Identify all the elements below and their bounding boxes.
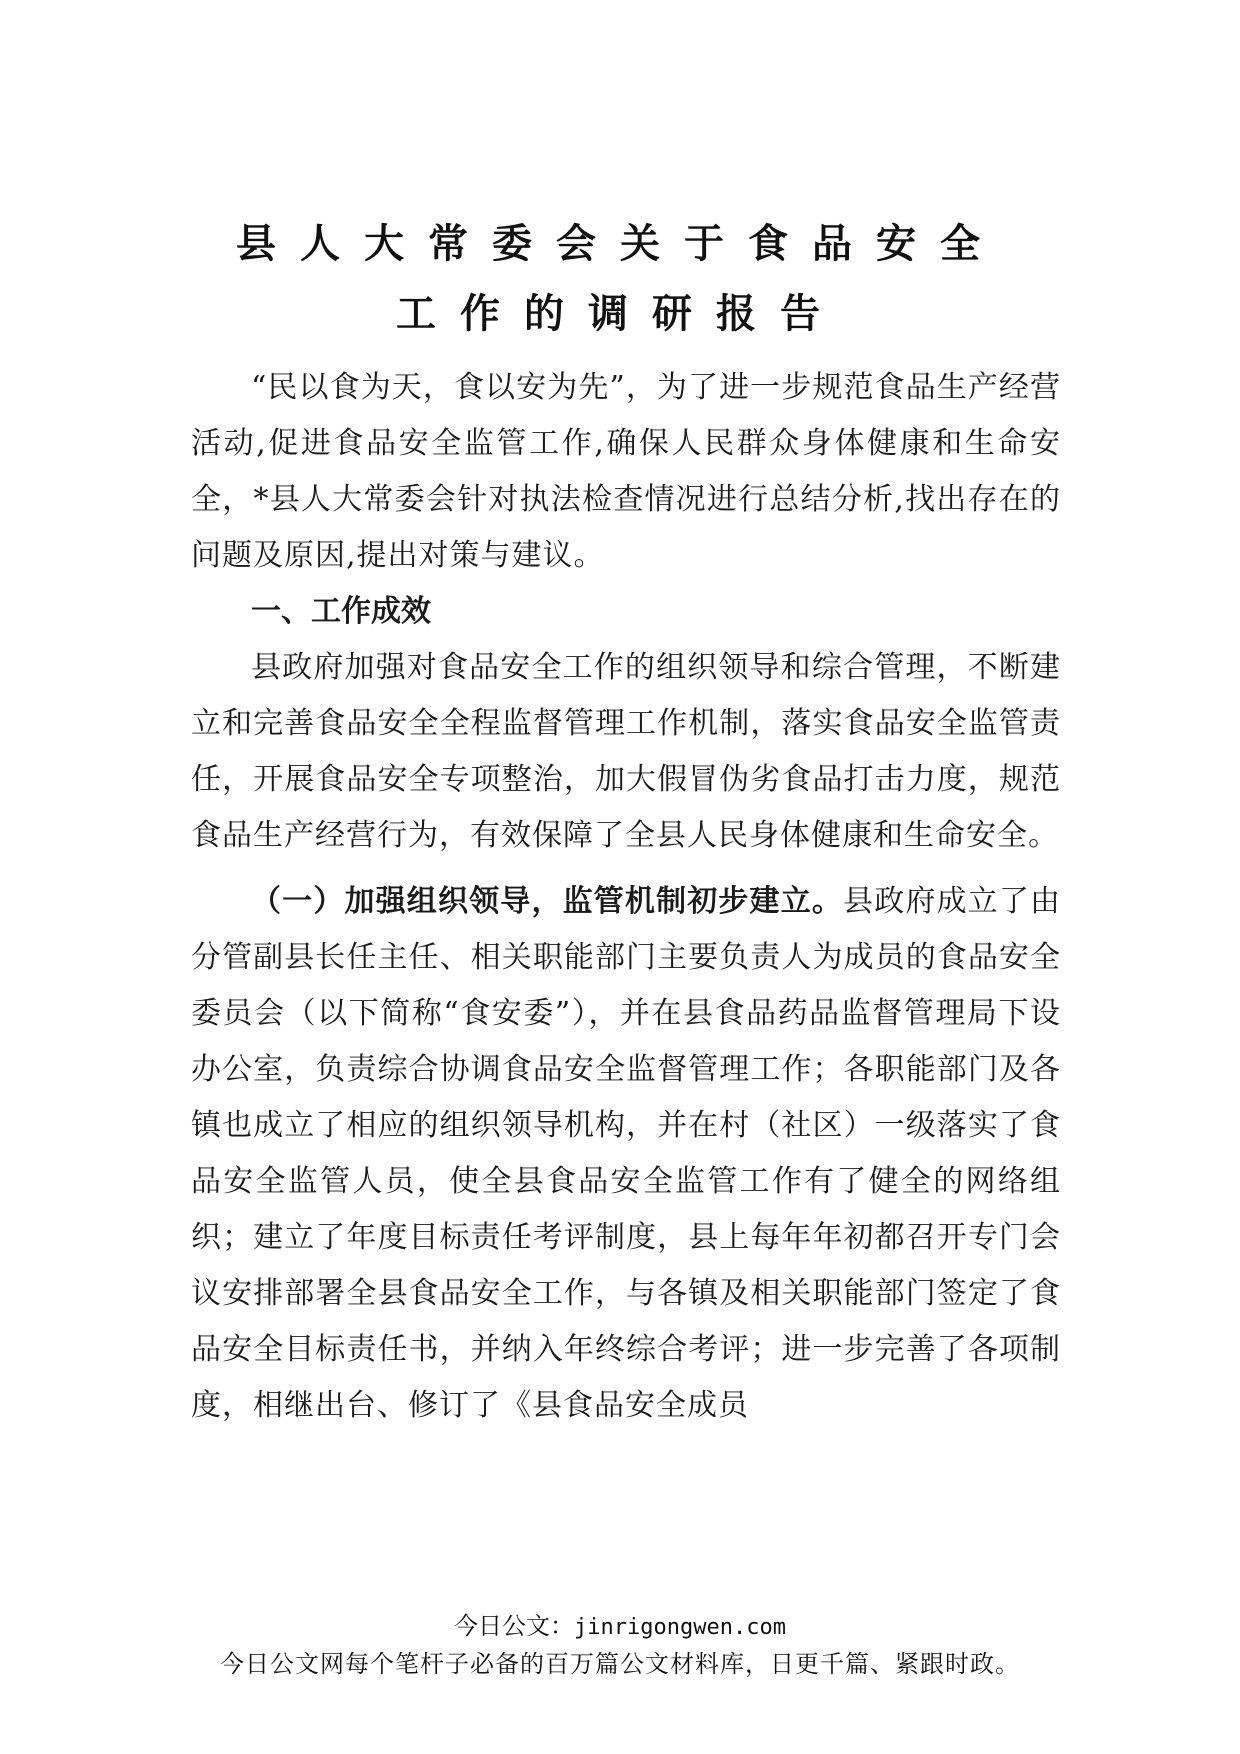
footer-tagline: 今日公文网每个笔杆子必备的百万篇公文材料库，日更千篇、紧跟时政。 (220, 1650, 1020, 1678)
paragraph-gap (191, 864, 1061, 874)
subsection-1-body: 县政府成立了由分管副县长任主任、相关职能部门主要负责人为成员的食品安全委员会（以下简称“食安委”），并在县食品药品监督管理局下设办公室，负责综合协调食品安全监督管理工作；各职能部门及各镇也成立了相应的组织领导机构，并在村（社区）一级落实了食品安全监管人员，使全县食品安全监管工作有了健全的网络组织；建立了年度目标责任考评制度，县上每年年初都召开专门会议安排部署全县食品安全工作，与各镇及相关职能部门签定了食品安全目标责任书，并纳入年终综合考评；进一步完善了各项制度，相继出台、修订了《县食品安全成员 (191, 884, 1062, 1423)
intro-paragraph: “民以食为天，食以安为先”，为了进一步规范食品生产经营活动,促进食品安全监管工作,确保人民群众身体健康和生命安全，*县人大常委会针对执法检查情况进行总结分析,找出存在的问题及原因,提出对策与建议。 (191, 370, 1061, 573)
footer-label: 今日公文： (454, 1612, 575, 1640)
section-heading-1: 一、工作成效 (251, 594, 431, 629)
footer-source (0, 1606, 1240, 1641)
document-title-line-2: 工作的调研报告 (396, 291, 844, 337)
subsection-1-paragraph (191, 874, 1061, 1434)
subsection-1-lead: （一）加强组织领导，监管机制初步建立。 (251, 884, 844, 919)
footer-site-link[interactable]: jinrigongwen.com (574, 1615, 786, 1640)
document-body (191, 360, 1061, 1434)
section-1-paragraph: 县政府加强对食品安全工作的组织领导和综合管理，不断建立和完善食品安全全程监督管理工作机制，落实食品安全监管责任，开展食品安全专项整治，加大假冒伪劣食品打击力度，规范食品生产经营行为，有效保障了全县人民身体健康和生命安全。 (191, 650, 1061, 853)
document-title-line-1: 县人大常委会关于食品安全 (236, 221, 1004, 267)
